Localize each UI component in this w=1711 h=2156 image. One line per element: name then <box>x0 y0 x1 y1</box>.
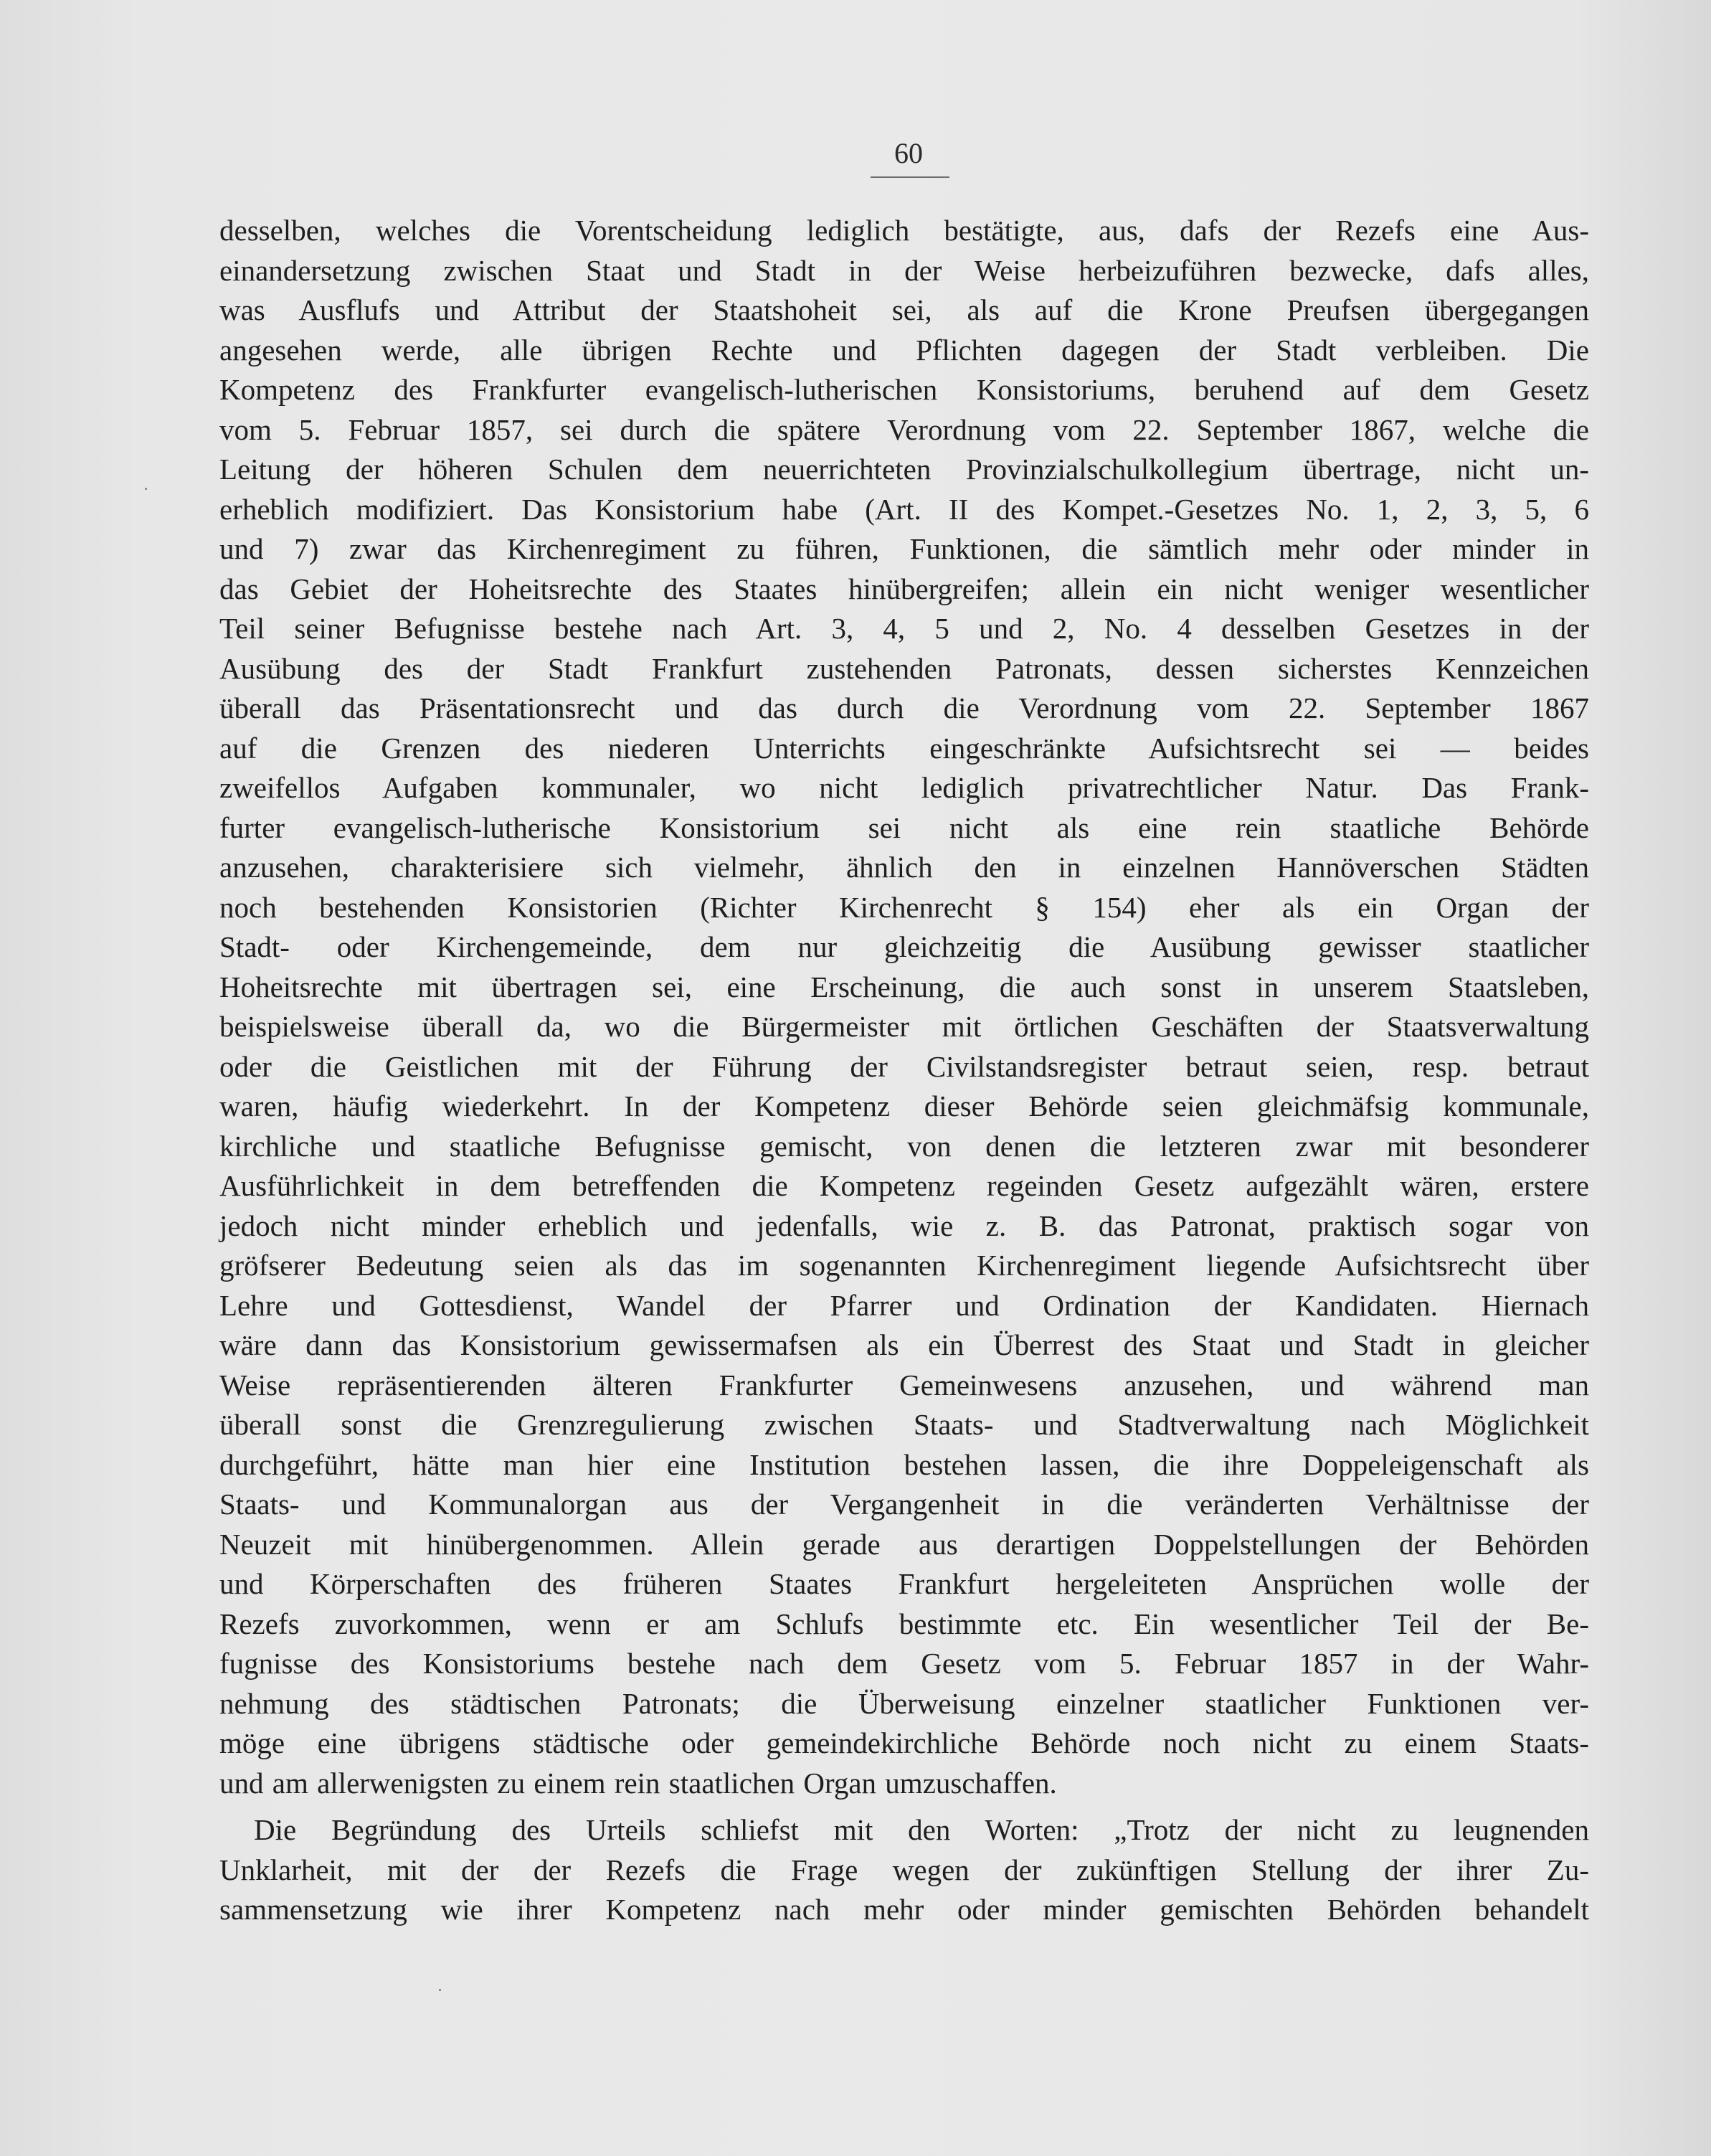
text-line: Hoheitsrechte mit übertragen sei, eine Erscheinung, die auch sonst in unserem Staatsleben, <box>219 970 1589 1003</box>
text-line: Lehre und Gottesdienst, Wandel der Pfarrer und Ordination der Kandidaten. Hiernach <box>219 1288 1589 1322</box>
text-line: Weise repräsentierenden älteren Frankfurter Gemeinwesens anzusehen, und während man <box>219 1368 1589 1401</box>
text-line: sammensetzung wie ihrer Kompetenz nach mehr oder minder gemischten Behörden behandelt <box>219 1893 1589 1926</box>
text-line: Teil seiner Befugnisse bestehe nach Art. 3, 4, 5 und 2, No. 4 desselben Gesetzes in der <box>219 612 1589 645</box>
scan-speck <box>145 488 147 490</box>
text-line: zweifellos Aufgaben kommunaler, wo nicht lediglich privatrechtlicher Natur. Das Frank- <box>219 771 1589 804</box>
text-line: möge eine übrigens städtische oder gemeindekirchliche Behörde noch nicht zu einem Staats- <box>219 1726 1589 1759</box>
text-line: Die Begründung des Urteils schliefst mit den Worten: „Trotz der nicht zu leugnenden <box>254 1813 1589 1846</box>
text-line: oder die Geistlichen mit der Führung der Civilstandsregister betraut seien, resp. betraut <box>219 1049 1589 1083</box>
text-line: jedoch nicht minder erheblich und jedenfalls, wie z. B. das Patronat, praktisch sogar von <box>219 1209 1589 1242</box>
text-line: angesehen werde, alle übrigen Rechte und Pflichten dagegen der Stadt verbleiben. Die <box>219 333 1589 367</box>
text-line: auf die Grenzen des niederen Unterrichts eingeschränkte Aufsichtsrecht sei — beides <box>219 731 1589 765</box>
text-line: Ausführlichkeit in dem betreffenden die Kompetenz regeinden Gesetz aufgezählt wären, erstere <box>219 1169 1589 1202</box>
text-line: Leitung der höheren Schulen dem neuerrichteten Provinzialschulkollegium übertrage, nicht un- <box>219 453 1589 486</box>
page-number-rule <box>871 176 949 178</box>
text-line: durchgeführt, hätte man hier eine Institution bestehen lassen, die ihre Doppeleigenschaft als <box>219 1447 1589 1481</box>
text-line: vom 5. Februar 1857, sei durch die spätere Verordnung vom 22. September 1867, welche die <box>219 412 1589 446</box>
text-line: Ausübung des der Stadt Frankfurt zustehenden Patronats, dessen sicherstes Kennzeichen <box>219 651 1589 685</box>
paragraph-2 <box>219 1810 1589 1930</box>
paragraph-1 <box>219 211 1589 1803</box>
text-line: überall sonst die Grenzregulierung zwischen Staats- und Stadtverwaltung nach Möglichkeit <box>219 1408 1589 1441</box>
scan-speck <box>439 1989 441 1991</box>
text-line: einandersetzung zwischen Staat und Stadt in der Weise herbeizuführen bezwecke, dafs alles, <box>219 253 1589 287</box>
text-line: erheblich modifiziert. Das Konsistorium habe (Art. II des Kompet.-Gesetzes No. 1, 2, 3, 5, 6 <box>219 492 1589 526</box>
text-line: Rezefs zuvorkommen, wenn er am Schlufs bestimmte etc. Ein wesentlicher Teil der Be- <box>219 1607 1589 1640</box>
text-line: was Ausflufs und Attribut der Staatshoheit sei, als auf die Krone Preufsen übergegangen <box>219 293 1589 326</box>
text-line: Staats- und Kommunalorgan aus der Vergangenheit in die veränderten Verhältnisse der <box>219 1488 1589 1521</box>
text-line: Neuzeit mit hinübergenommen. Allein gerade aus derartigen Doppelstellungen der Behörden <box>219 1527 1589 1561</box>
text-line: anzusehen, charakterisiere sich vielmehr, ähnlich den in einzelnen Hannöverschen Städten <box>219 851 1589 884</box>
page-number: 60 <box>894 137 923 169</box>
body-text <box>219 211 1589 1930</box>
text-line: Unklarheit, mit der der Rezefs die Frage wegen der zukünftigen Stellung der ihrer Zu- <box>219 1853 1589 1886</box>
text-line: kirchliche und staatliche Befugnisse gemischt, von denen die letzteren zwar mit besonderer <box>219 1129 1589 1163</box>
text-line: gröfserer Bedeutung seien als das im sogenannten Kirchenregiment liegende Aufsichtsrecht über <box>219 1249 1589 1282</box>
text-line: noch bestehenden Konsistorien (Richter Kirchenrecht § 154) eher als ein Organ der <box>219 890 1589 924</box>
text-line: überall das Präsentationsrecht und das durch die Verordnung vom 22. September 1867 <box>219 691 1589 724</box>
text-line: Kompetenz des Frankfurter evangelisch-lutherischen Konsistoriums, beruhend auf dem Gesetz <box>219 373 1589 406</box>
text-line: nehmung des städtischen Patronats; die Überweisung einzelner staatlicher Funktionen ver- <box>219 1686 1589 1720</box>
text-line: und Körperschaften des früheren Staates Frankfurt hergeleiteten Ansprüchen wolle der <box>219 1567 1589 1600</box>
text-line: und am allerwenigsten zu einem rein staatlichen Organ umzuschaffen. <box>219 1766 1057 1800</box>
text-line: und 7) zwar das Kirchenregiment zu führen, Funktionen, die sämtlich mehr oder minder in <box>219 532 1589 565</box>
text-line: waren, häufig wiederkehrt. In der Kompetenz dieser Behörde seien gleichmäfsig kommunale, <box>219 1089 1589 1122</box>
text-line: das Gebiet der Hoheitsrechte des Staates hinübergreifen; allein ein nicht weniger wesentlicher <box>219 572 1589 605</box>
text-line: beispielsweise überall da, wo die Bürgermeister mit örtlichen Geschäften der Staatsverwaltung <box>219 1010 1589 1043</box>
text-line: Stadt- oder Kirchengemeinde, dem nur gleichzeitig die Ausübung gewisser staatlicher <box>219 930 1589 963</box>
text-line: desselben, welches die Vorentscheidung lediglich bestätigte, aus, dafs der Rezefs eine Aus- <box>219 214 1589 247</box>
text-line: wäre dann das Konsistorium gewissermafsen als ein Überrest des Staat und Stadt in gleicher <box>219 1328 1589 1361</box>
text-line: furter evangelisch-lutherische Konsistorium sei nicht als eine rein staatliche Behörde <box>219 810 1589 844</box>
text-line: fugnisse des Konsistoriums bestehe nach dem Gesetz vom 5. Februar 1857 in der Wahr- <box>219 1647 1589 1680</box>
